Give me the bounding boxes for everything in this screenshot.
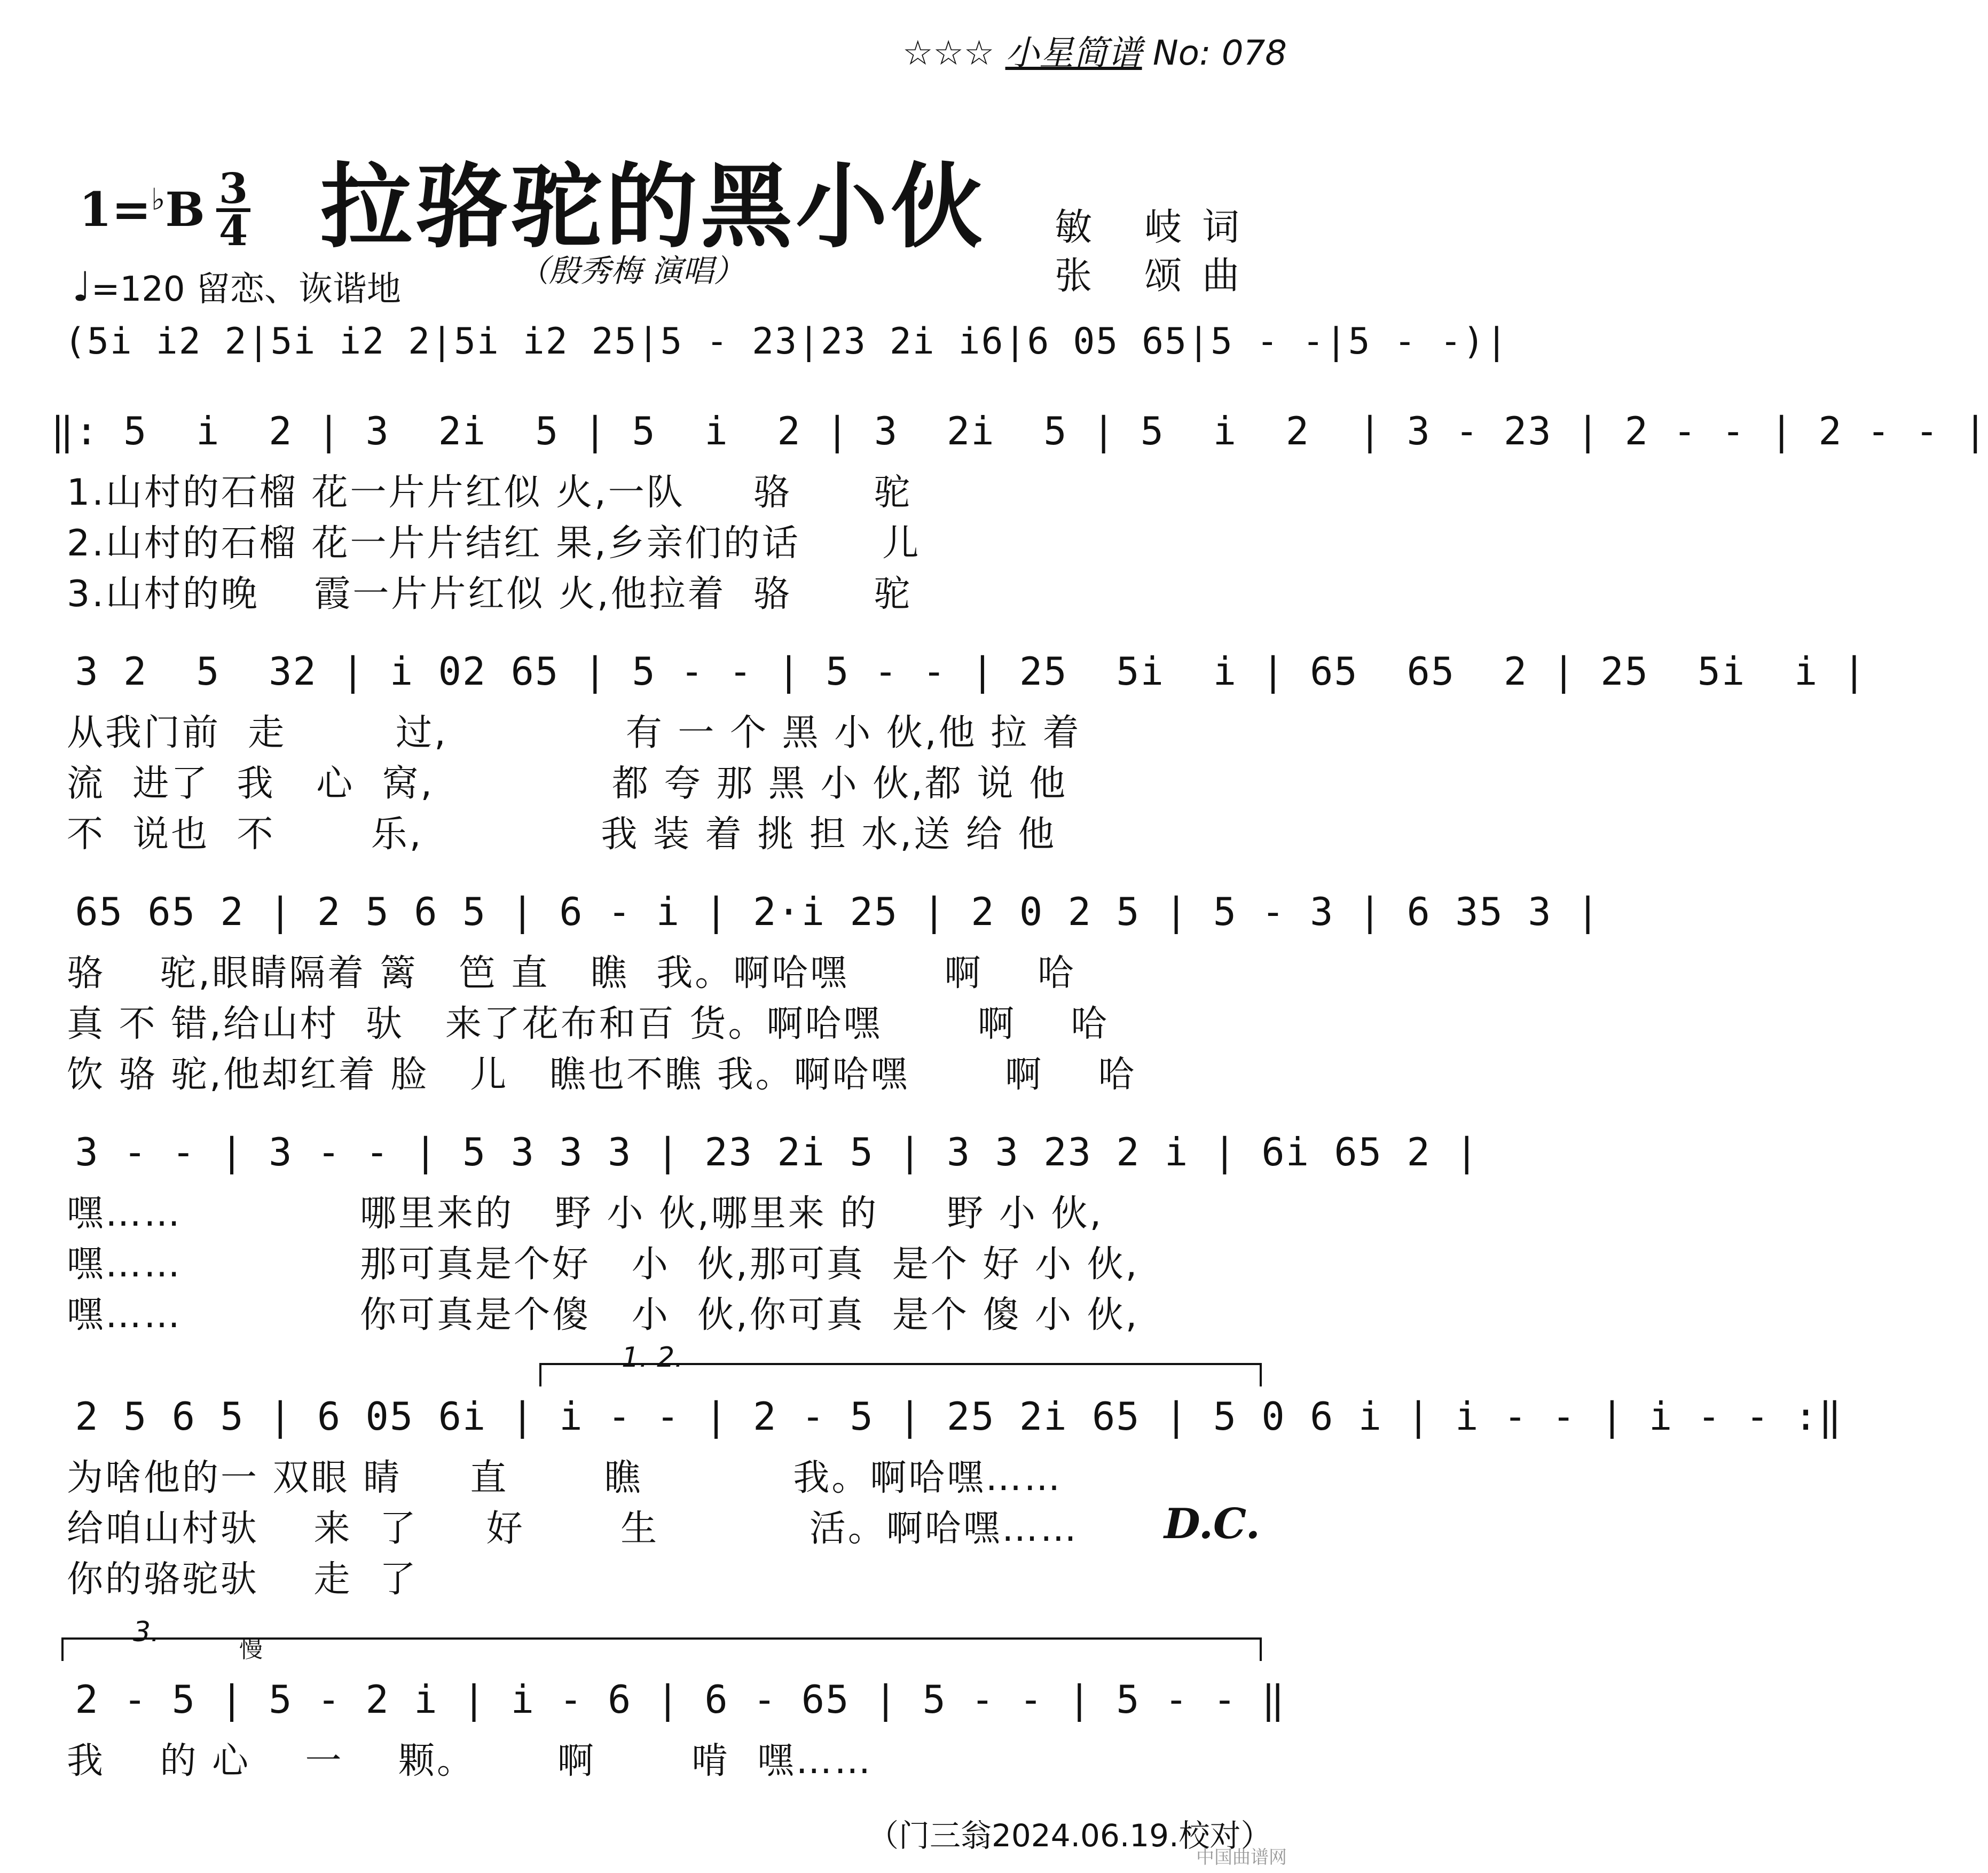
time-signature xyxy=(216,164,250,255)
tempo-value: =120 xyxy=(91,270,185,309)
key-prefix: 1= xyxy=(79,182,151,237)
lyricist-credit: 敏 岐词 xyxy=(1055,205,1260,249)
tempo-marking xyxy=(72,262,401,311)
credits xyxy=(1055,203,1260,300)
lyric-5-3: 你的骆驼驮 走 了 xyxy=(67,1558,418,1601)
notes-line-2: 3 2 5 32 | i 02 65 | 5 - - | 5 - - | 25 5i i | 65 65 2 | 25 5i i | xyxy=(51,649,1867,694)
notes-line-3: 65 65 2 | 2 5 6 5 | 6 - i | 2·i 25 | 2 0 2 5 | 5 - 3 | 6 35 3 | xyxy=(51,889,1601,934)
volta-1-2-label: 1. 2. xyxy=(622,1342,683,1374)
notes-line-4: 3 - - | 3 - - | 5 3 3 3 | 23 2i 5 | 3 3 23 2 i | 6i 65 2 | xyxy=(51,1130,1480,1174)
composer-credit: 张 颂曲 xyxy=(1055,254,1260,297)
lyric-3-1: 骆 驼,眼睛隔着 篱 笆 直 瞧 我。啊哈嘿 啊 哈 xyxy=(67,952,1076,994)
lyric-4-3: 嘿…… 你可真是个傻 小 伙,你可真 是个 傻 小 伙, xyxy=(67,1294,1140,1336)
watermark-logo: 中国曲谱网 xyxy=(1196,1847,1287,1868)
lyric-2-1: 从我门前 走 过, 有 一 个 黑 小 伙,他 拉 着 xyxy=(67,712,1081,754)
notes-line-6: 2 - 5 | 5 - 2 i | i - 6 | 6 - 65 | 5 - - | 5 - - ‖ xyxy=(51,1677,1286,1722)
stars-label: ☆☆☆ xyxy=(902,34,995,73)
lyric-1-3: 3.山村的晚 霞一片片红似 火,他拉着 骆 驼 xyxy=(67,573,913,615)
slow-mark: 慢 xyxy=(239,1636,263,1663)
intro-line: (5i i2 2|5i i2 2|5i i2 25|5 - 23|23 2i i6|6 05 65|5 - -|5 - -)| xyxy=(64,320,1509,363)
flat-icon: ♭ xyxy=(151,182,166,217)
lyric-1-2: 2.山村的石榴 花一片片结红 果,乡亲们的话 儿 xyxy=(67,522,921,565)
lyric-4-2: 嘿…… 那可真是个好 小 伙,那可真 是个 好 小 伙, xyxy=(67,1243,1140,1286)
lyric-2-2: 流 进了 我 心 窝, 都 夸 那 黑 小 伙,都 说 他 xyxy=(67,763,1068,805)
notes-line-1: ‖: 5 i 2 | 3 2i 5 | 5 i 2 | 3 2i 5 | 5 i 2 | 3 - 23 | 2 - - | 2 - - | xyxy=(51,409,1988,453)
header-label xyxy=(902,26,1287,75)
sheet-number: No: 078 xyxy=(1152,34,1287,73)
song-title: 拉骆驼的黑小伙 xyxy=(320,153,986,261)
lyric-3-2: 真 不 错,给山村 驮 来了花布和百 货。啊哈嘿 啊 哈 xyxy=(67,1003,1110,1045)
quarter-note-icon: ♩ xyxy=(72,263,91,310)
volta-1-2 xyxy=(539,1342,1262,1386)
meter-top: 3 xyxy=(218,164,248,213)
lyric-3-3: 饮 骆 驼,他却红着 脸 儿 瞧也不瞧 我。啊哈嘿 啊 哈 xyxy=(67,1054,1137,1096)
meter-bottom: 4 xyxy=(218,206,248,255)
lyric-5-1: 为啥他的一 双眼 睛 直 瞧 我。啊哈嘿…… xyxy=(67,1457,1063,1499)
proofread-note: （门三翁2024.06.19.校对） xyxy=(868,1817,1272,1854)
key-note: B xyxy=(165,182,205,237)
lyric-4-1: 嘿…… 哪里来的 野 小 伙,哪里来 的 野 小 伙, xyxy=(67,1193,1104,1235)
expression-label: 留恋、诙谐地 xyxy=(195,270,401,309)
da-capo-mark: D.C. xyxy=(1164,1500,1260,1548)
key-signature xyxy=(79,182,205,237)
lyric-2-3: 不 说也 不 乐, 我 装 着 挑 担 水,送 给 他 xyxy=(67,813,1057,856)
notes-line-5: 2 5 6 5 | 6 05 6i | i - - | 2 - 5 | 25 2i 65 | 5 0 6 i | i - - | i - - :‖ xyxy=(51,1394,1843,1439)
lyric-1-1: 1.山村的石榴 花一片片红似 火,一队 骆 驼 xyxy=(67,472,913,514)
lyric-6-1: 我 的 心 一 颗。 啊 啃 嘿…… xyxy=(67,1740,873,1782)
singer-credit: （殷秀梅 演唱） xyxy=(518,253,745,289)
lyric-5-2: 给咱山村驮 来 了 好 生 活。啊哈嘿…… xyxy=(67,1508,1079,1550)
volta-3-label: 3. xyxy=(133,1616,160,1648)
brand-link[interactable]: 小星简谱 xyxy=(1005,34,1142,73)
